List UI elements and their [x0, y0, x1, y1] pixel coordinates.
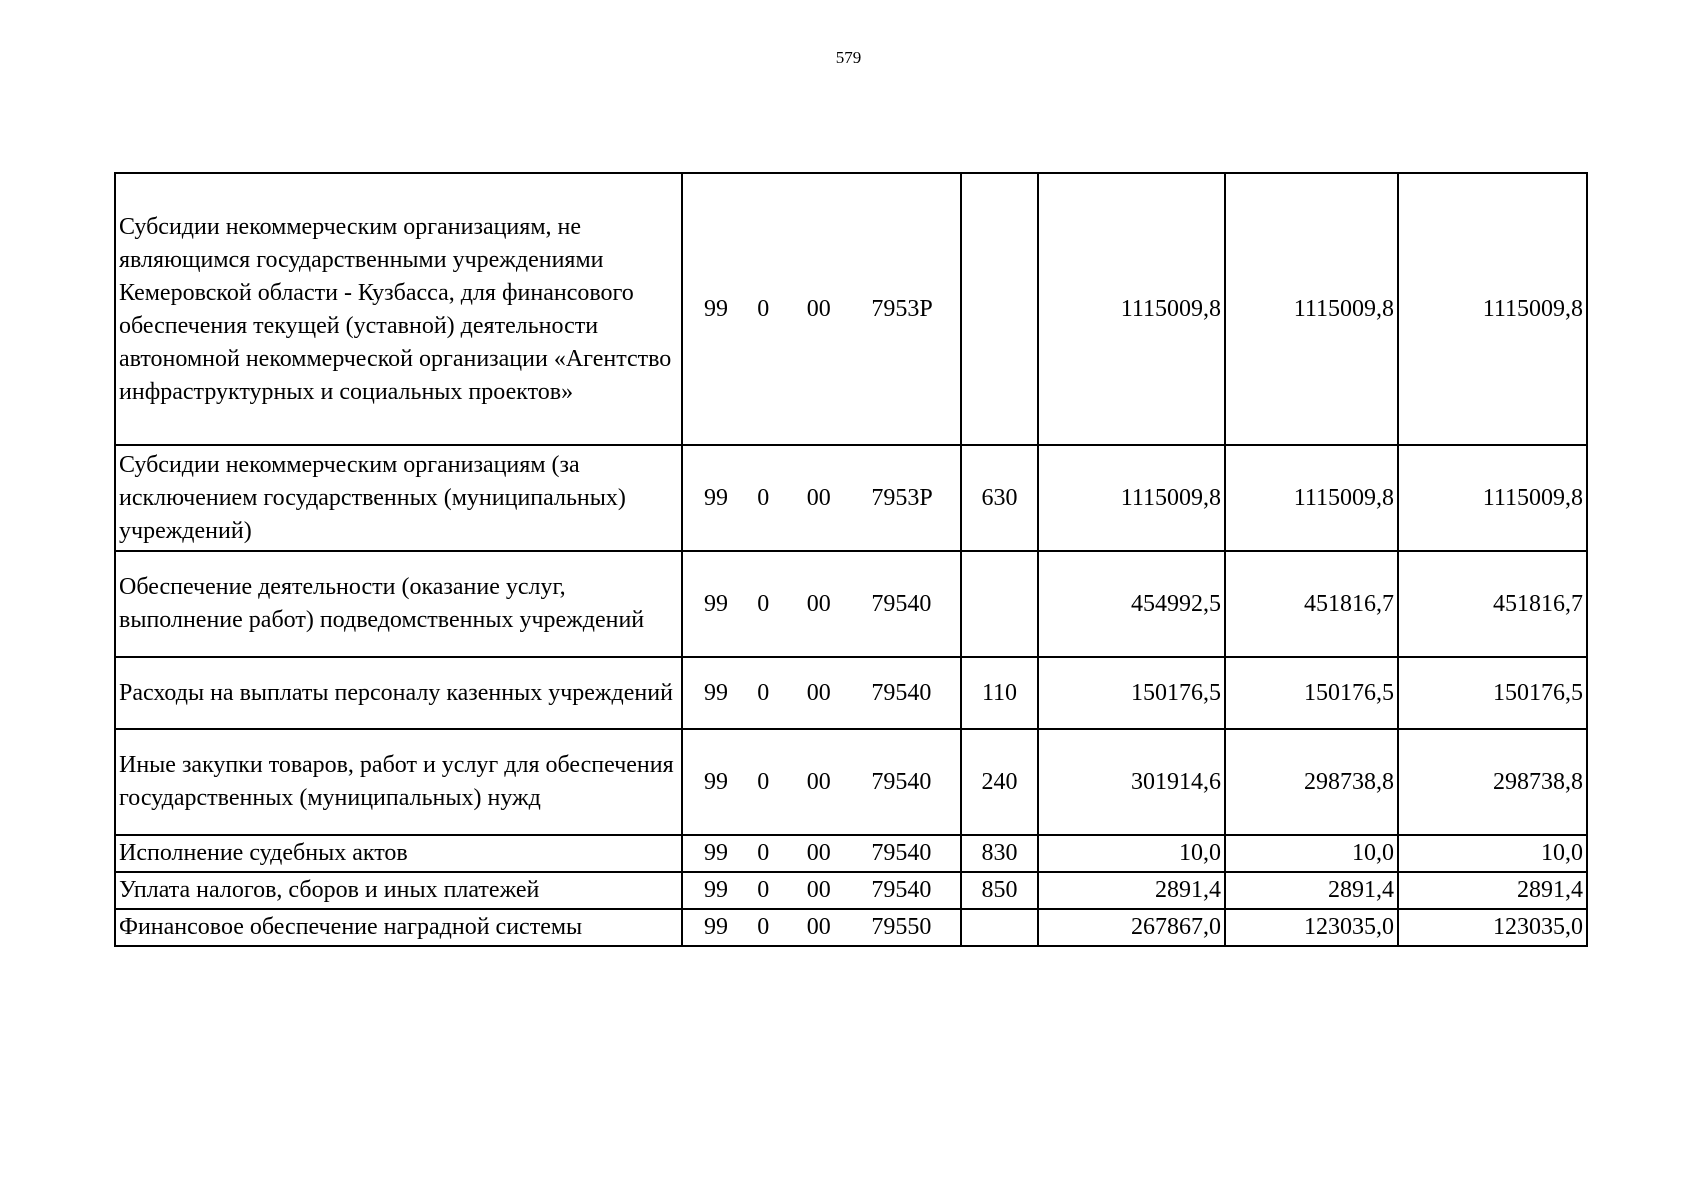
page-number: 579 [835, 48, 862, 67]
table-row [115, 909, 1587, 946]
row-name: Уплата налогов, сборов и иных платежей [119, 877, 540, 903]
program-code: 99 [704, 590, 728, 617]
row-name-cell [115, 872, 682, 909]
program-code: 99 [704, 914, 728, 940]
amount-3: 150176,5 [1398, 657, 1587, 729]
subprogram-code: 0 [757, 484, 770, 511]
expense-type-code: 240 [961, 729, 1038, 835]
amount-2: 123035,0 [1225, 909, 1398, 946]
amount-3: 123035,0 [1398, 909, 1587, 946]
amount-3: 1115009,8 [1398, 445, 1587, 551]
row-name-cell [115, 445, 682, 551]
amount-2: 150176,5 [1225, 657, 1398, 729]
table-row [115, 173, 1587, 445]
subprogram-code: 0 [757, 840, 770, 866]
row-codes-cell [682, 445, 961, 551]
row-name: Субсидии некоммерческим организациям, не являющимся государственными учреждениями Кемеровской области - Кузбасса, для финансового обеспечения текущей (уставной) деятельности автономной некоммерческой организации «Агентство инфраструктурных и социальных проектов» [119, 214, 672, 405]
main-event-code: 00 [806, 840, 831, 866]
row-name: Обеспечение деятельности (оказание услуг, выполнение работ) подведомственных учреждений [119, 574, 645, 633]
row-codes-cell [682, 909, 961, 946]
amount-3: 1115009,8 [1398, 173, 1587, 445]
direction-code: 79540 [871, 768, 932, 795]
row-name: Субсидии некоммерческим организациям (за исключением государственных (муниципальных) учреждений) [119, 451, 626, 544]
main-event-code: 00 [806, 590, 831, 617]
budget-table [114, 172, 1588, 947]
row-codes-cell [682, 173, 961, 445]
amount-1: 1115009,8 [1038, 173, 1225, 445]
amount-1: 150176,5 [1038, 657, 1225, 729]
direction-code: 79540 [871, 840, 932, 866]
program-code: 99 [704, 840, 728, 866]
amount-2: 10,0 [1225, 835, 1398, 872]
amount-2: 1115009,8 [1225, 445, 1398, 551]
row-name-cell [115, 729, 682, 835]
table-row [115, 872, 1587, 909]
subprogram-code: 0 [757, 295, 770, 322]
row-codes-cell [682, 729, 961, 835]
main-event-code: 00 [806, 295, 831, 322]
amount-2: 298738,8 [1225, 729, 1398, 835]
subprogram-code: 0 [757, 877, 770, 903]
program-code: 99 [704, 484, 728, 511]
amount-2: 1115009,8 [1225, 173, 1398, 445]
amount-1: 267867,0 [1038, 909, 1225, 946]
row-codes-cell [682, 551, 961, 657]
expense-type-code: 110 [961, 657, 1038, 729]
main-event-code: 00 [806, 484, 831, 511]
table-row [115, 551, 1587, 657]
table-row [115, 729, 1587, 835]
direction-code: 7953P [871, 295, 933, 322]
main-event-code: 00 [806, 768, 831, 795]
program-code: 99 [704, 877, 728, 903]
main-event-code: 00 [806, 679, 831, 706]
direction-code: 79540 [871, 679, 932, 706]
row-name: Расходы на выплаты персоналу казенных учреждений [119, 679, 673, 706]
row-name: Иные закупки товаров, работ и услуг для обеспечения государственных (муниципальных) нужд [119, 752, 674, 811]
program-code: 99 [704, 679, 728, 706]
subprogram-code: 0 [757, 679, 770, 706]
subprogram-code: 0 [757, 768, 770, 795]
row-name-cell [115, 551, 682, 657]
row-name: Финансовое обеспечение наградной системы [119, 914, 583, 940]
row-codes-cell [682, 657, 961, 729]
row-name-cell [115, 835, 682, 872]
row-name-cell [115, 909, 682, 946]
direction-code: 79550 [871, 914, 932, 940]
row-codes-cell [682, 835, 961, 872]
row-name-cell [115, 657, 682, 729]
expense-type-code: 630 [961, 445, 1038, 551]
amount-1: 2891,4 [1038, 872, 1225, 909]
expense-type-code [961, 173, 1038, 445]
direction-code: 79540 [871, 590, 932, 617]
amount-1: 10,0 [1038, 835, 1225, 872]
direction-code: 79540 [871, 877, 932, 903]
table-row [115, 657, 1587, 729]
amount-1: 454992,5 [1038, 551, 1225, 657]
subprogram-code: 0 [757, 590, 770, 617]
table-row [115, 445, 1587, 551]
amount-3: 10,0 [1398, 835, 1587, 872]
amount-2: 451816,7 [1225, 551, 1398, 657]
table-row [115, 835, 1587, 872]
amount-3: 2891,4 [1398, 872, 1587, 909]
amount-3: 298738,8 [1398, 729, 1587, 835]
program-code: 99 [704, 768, 728, 795]
row-codes-cell [682, 872, 961, 909]
row-name: Исполнение судебных актов [119, 840, 408, 866]
subprogram-code: 0 [757, 914, 770, 940]
row-name-cell [115, 173, 682, 445]
expense-type-code: 830 [961, 835, 1038, 872]
main-event-code: 00 [806, 877, 831, 903]
main-event-code: 00 [806, 914, 831, 940]
amount-3: 451816,7 [1398, 551, 1587, 657]
expense-type-code [961, 551, 1038, 657]
amount-2: 2891,4 [1225, 872, 1398, 909]
amount-1: 301914,6 [1038, 729, 1225, 835]
program-code: 99 [704, 295, 728, 322]
expense-type-code: 850 [961, 872, 1038, 909]
direction-code: 7953P [871, 484, 933, 511]
amount-1: 1115009,8 [1038, 445, 1225, 551]
expense-type-code [961, 909, 1038, 946]
